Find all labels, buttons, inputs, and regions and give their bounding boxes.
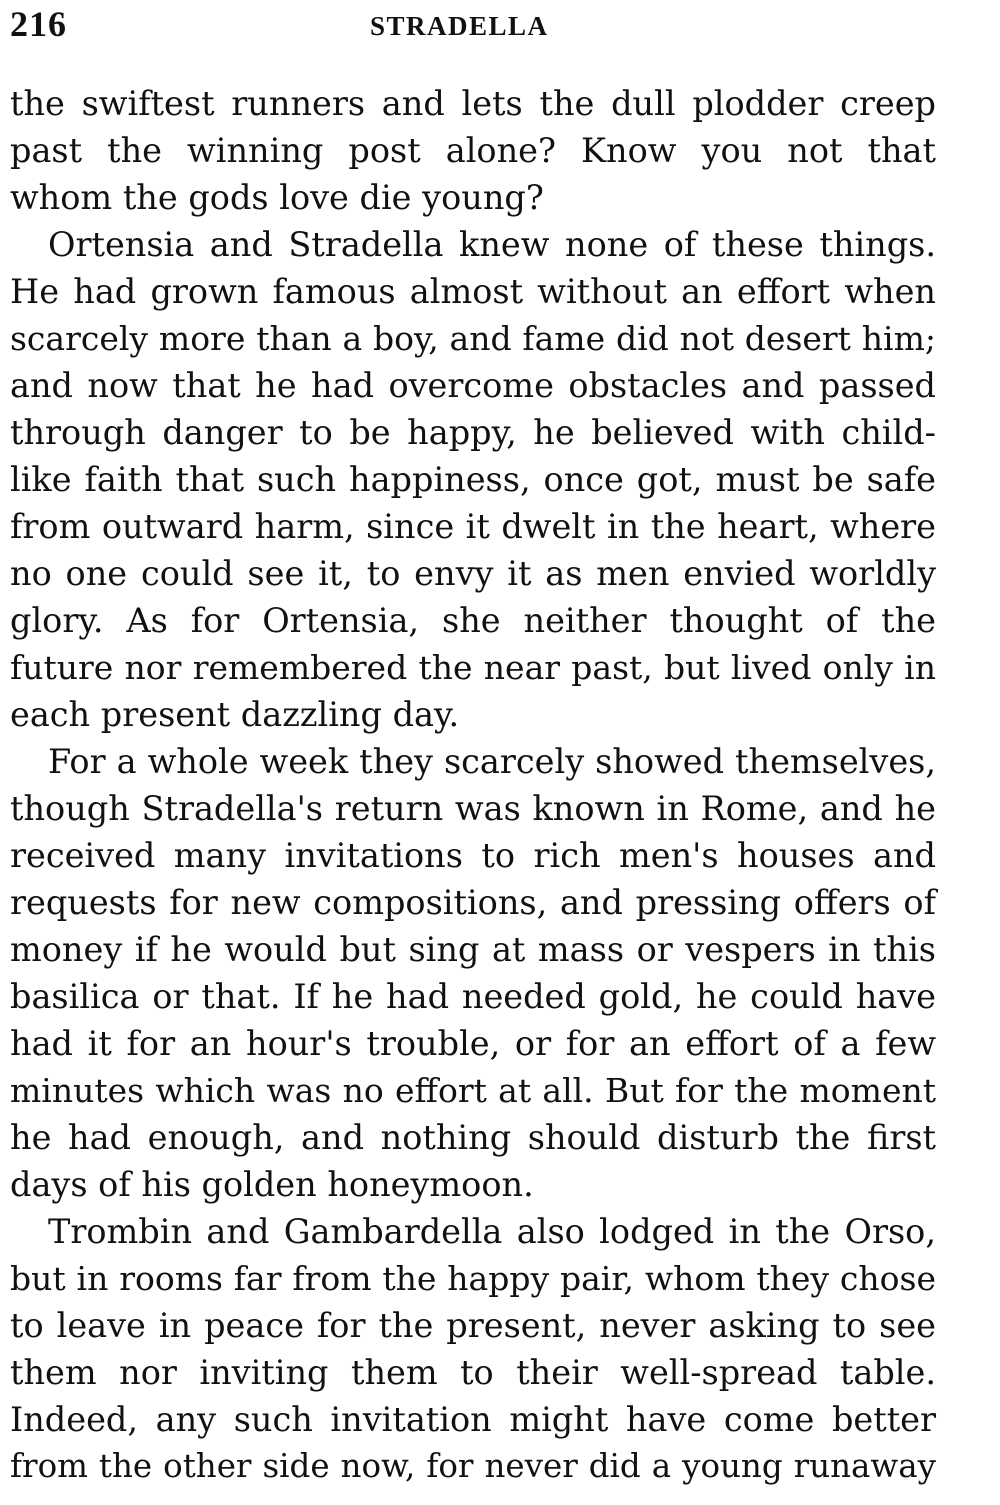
text-line: Trombin and Gambardella also lodged in the Orso, [48, 1212, 936, 1251]
text-line: past the winning post alone? Know you not that [10, 131, 936, 170]
text-line: and now that he had overcome obstacles and passed [10, 366, 936, 405]
text-line: minutes which was no effort at all. But for the moment [10, 1071, 936, 1110]
page-number: 216 [10, 4, 67, 44]
text-line: each present dazzling day. [10, 695, 460, 734]
paragraph [10, 80, 936, 221]
text-line: received many invitations to rich men's houses and [10, 836, 936, 875]
text-line: glory. As for Ortensia, she neither thought of the [10, 601, 936, 640]
text-line: the swiftest runners and lets the dull plodder creep [10, 84, 936, 123]
paragraph [10, 738, 936, 1208]
book-page [10, 0, 936, 1505]
running-header [10, 2, 936, 46]
text-line: For a whole week they scarcely showed themselves, [48, 742, 936, 781]
text-line: he had enough, and nothing should disturb the first [10, 1118, 936, 1157]
text-line: like faith that such happiness, once got, must be safe [10, 460, 936, 499]
body-text [10, 80, 936, 1490]
text-line: though Stradella's return was known in Rome, and he [10, 789, 936, 828]
text-line: Ortensia and Stradella knew none of these things. [48, 225, 936, 264]
text-line: requests for new compositions, and pressing offers of [10, 883, 936, 922]
text-line: had it for an hour's trouble, or for an effort of a few [10, 1024, 936, 1063]
text-line: He had grown famous almost without an effort when [10, 272, 936, 311]
text-line: from the other side now, for never did a young runaway [10, 1447, 936, 1485]
text-line: Indeed, any such invitation might have come better [10, 1400, 936, 1439]
text-line: scarcely more than a boy, and fame did not desert him; [10, 319, 936, 358]
text-line: days of his golden honeymoon. [10, 1165, 534, 1204]
text-line: basilica or that. If he had needed gold, he could have [10, 977, 936, 1016]
text-line: them nor inviting them to their well-spread table. [10, 1353, 936, 1392]
text-line: from outward harm, since it dwelt in the heart, where [10, 507, 936, 546]
text-line: to leave in peace for the present, never asking to see [10, 1306, 936, 1345]
text-line: whom the gods love die young? [10, 178, 544, 217]
paragraph [10, 1208, 936, 1490]
text-line: but in rooms far from the happy pair, whom they chose [10, 1259, 936, 1298]
text-line: through danger to be happy, he believed with child- [10, 413, 936, 452]
text-line: money if he would but sing at mass or vespers in this [10, 930, 936, 969]
text-line: no one could see it, to envy it as men envied worldly [10, 554, 936, 593]
paragraph [10, 221, 936, 738]
running-title: STRADELLA [370, 11, 549, 41]
text-line: future nor remembered the near past, but lived only in [10, 648, 936, 687]
